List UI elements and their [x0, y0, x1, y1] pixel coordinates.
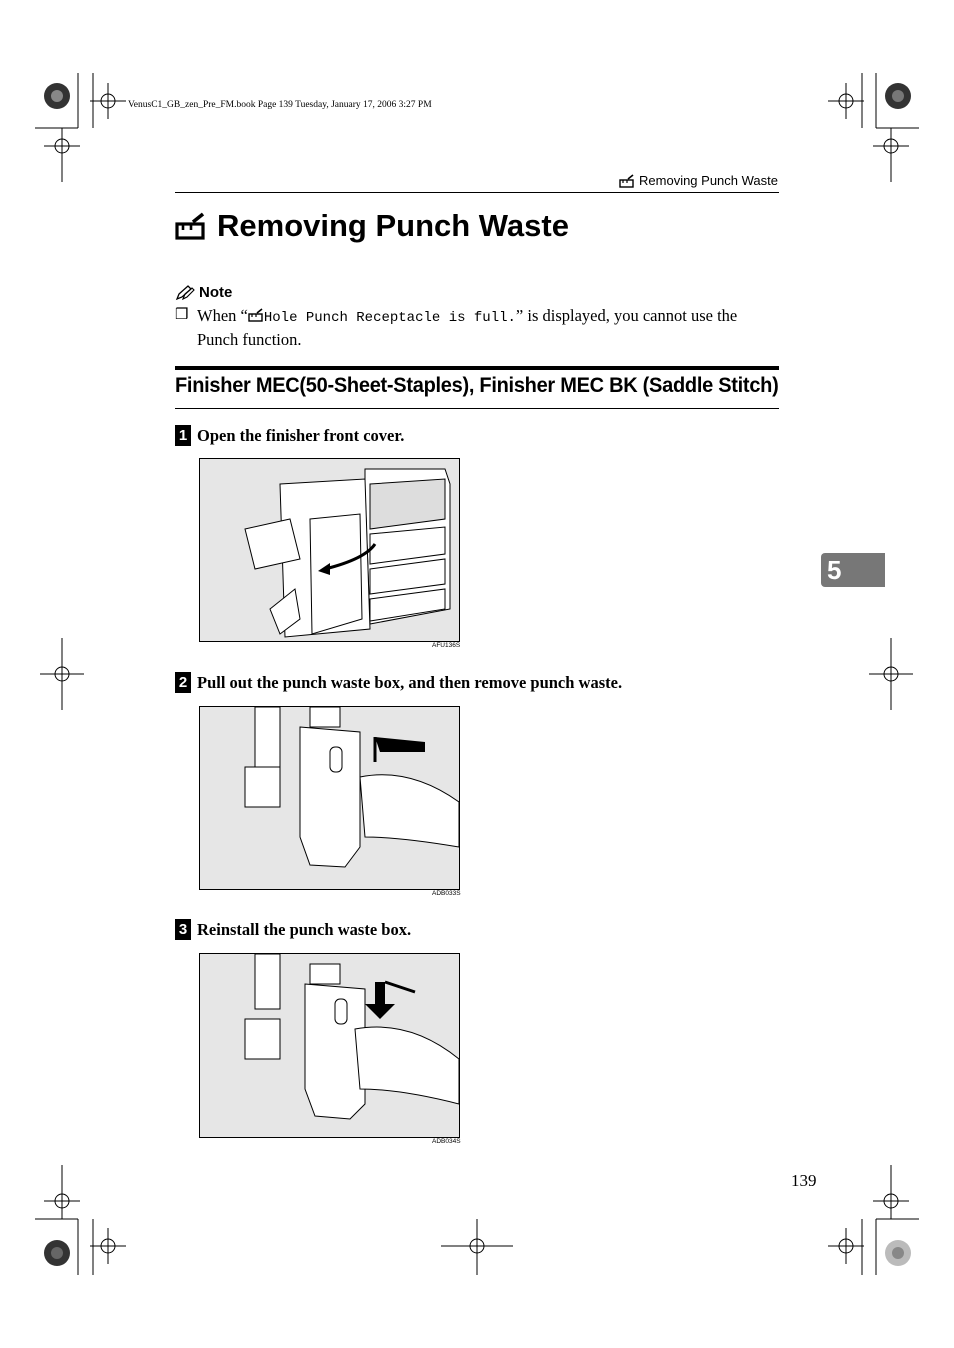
note-message: Hole Punch Receptacle is full.	[263, 310, 516, 326]
section-rule	[175, 408, 779, 409]
step-number: 2	[175, 672, 191, 693]
figure-pull-out-box	[199, 706, 460, 890]
checkbox-icon: ❒	[175, 307, 189, 323]
note-heading	[175, 284, 232, 301]
finisher-illustration	[200, 459, 459, 641]
figure-code: ADB033S	[432, 890, 461, 897]
figure-code: AFU136S	[432, 642, 461, 649]
section-rule	[175, 366, 779, 370]
page-title	[175, 208, 569, 244]
step-3	[175, 919, 411, 940]
note-suffix: ” is displayed, you cannot use the Punch function.	[197, 306, 738, 349]
punch-icon	[619, 174, 635, 188]
step-text: Pull out the punch waste box, and then remove punch waste.	[197, 672, 623, 692]
page-title-text: Removing Punch Waste	[217, 208, 569, 243]
note-item	[175, 305, 779, 350]
figure-open-front-cover	[199, 458, 460, 642]
step-2	[175, 672, 622, 693]
header-rule	[175, 192, 779, 193]
step-number: 3	[175, 919, 191, 940]
punch-icon	[175, 212, 207, 240]
print-info: VenusC1_GB_zen_Pre_FM.book Page 139 Tuesday, January 17, 2006 3:27 PM	[128, 100, 432, 110]
step-text: Reinstall the punch waste box.	[197, 919, 412, 939]
section-heading: Finisher MEC(50-Sheet-Staples), Finisher MEC BK (Saddle Stitch)	[175, 373, 779, 397]
step-text: Open the finisher front cover.	[197, 425, 405, 445]
figure-code: ADB034S	[432, 1138, 461, 1145]
running-header-text: Removing Punch Waste	[639, 173, 778, 188]
punch-icon	[248, 308, 264, 322]
note-prefix: When “	[197, 306, 248, 325]
note-heading-text: Note	[199, 284, 233, 301]
page-number: 139	[791, 1171, 817, 1190]
step-1	[175, 425, 404, 446]
pencil-note-icon	[175, 285, 195, 301]
punch-box-illustration	[200, 707, 459, 889]
figure-reinstall-box	[199, 953, 460, 1138]
running-header	[619, 173, 778, 188]
punch-box-illustration	[200, 954, 459, 1137]
chapter-tab: 5	[821, 553, 885, 587]
step-number: 1	[175, 425, 191, 446]
